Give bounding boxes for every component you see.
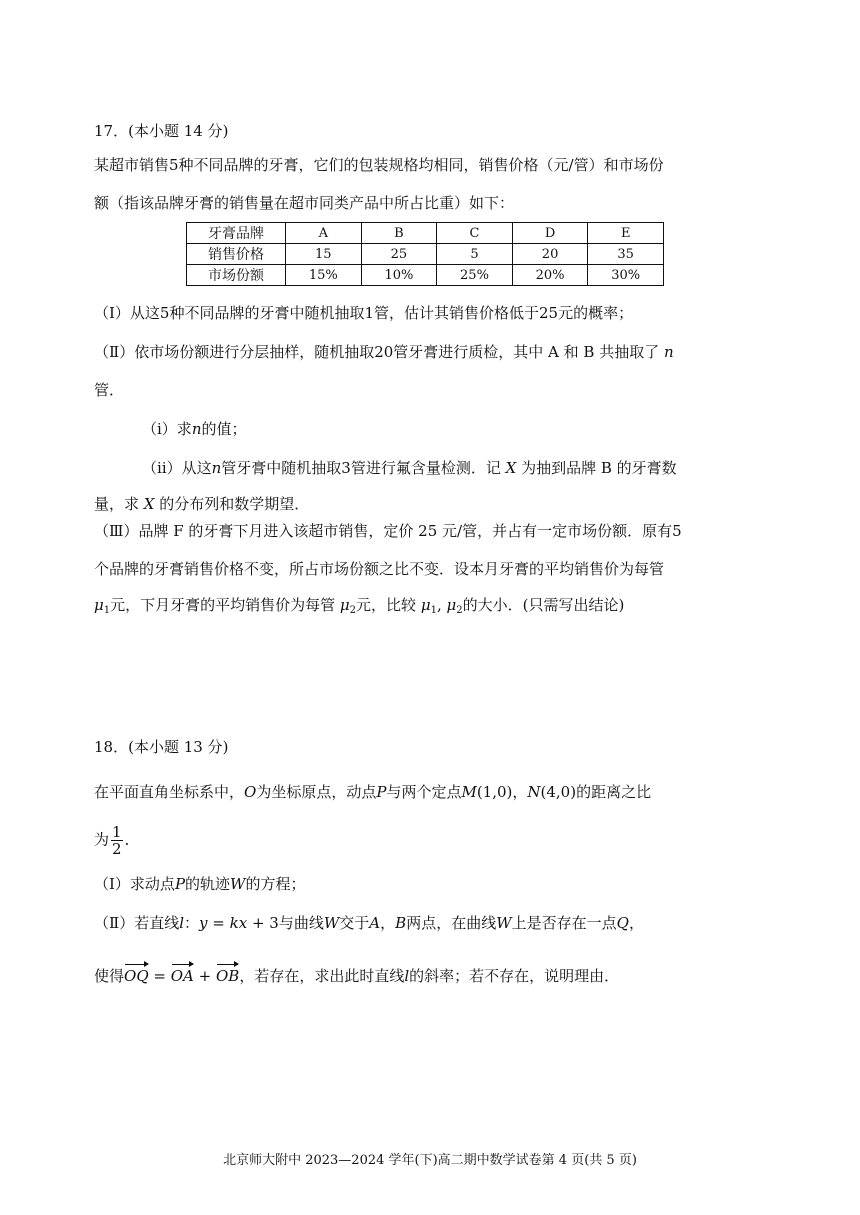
variable-n: n	[211, 459, 222, 477]
comma: ,	[436, 596, 442, 614]
text: 两点，在曲线	[406, 914, 497, 932]
coordinate-n: (4,0)	[540, 783, 577, 801]
text: 上是否存在一点	[511, 914, 617, 932]
line-l: l	[179, 914, 185, 932]
toothpaste-table	[186, 222, 664, 286]
text: 为抽到品牌 B 的牙膏数	[521, 459, 677, 477]
text: 交于	[339, 914, 370, 932]
table-cell: 5	[437, 244, 513, 265]
point-m: M	[461, 783, 477, 801]
eq-equals: =	[148, 967, 171, 985]
text: 的方程；	[245, 875, 306, 893]
fraction-one-half	[111, 824, 123, 857]
point-o: O	[244, 783, 257, 801]
row-label-brand: 牙膏品牌	[187, 223, 286, 244]
text: 的距离之比	[576, 783, 652, 801]
text: 元，下月牙膏的平均销售价为每管	[110, 596, 336, 614]
point-p: P	[174, 875, 186, 893]
question-17-sub-2	[142, 458, 677, 478]
table-cell: 15	[286, 244, 362, 265]
point-q: Q	[616, 914, 629, 932]
separator: ，	[380, 914, 396, 932]
symbol-mu: μ	[339, 596, 350, 614]
coordinate-m: (1,0)	[476, 783, 513, 801]
table-cell: E	[588, 223, 664, 244]
eq-kx: kx	[229, 914, 248, 932]
vector-oq: OQ	[124, 962, 149, 986]
subscript: 1	[103, 605, 111, 616]
text: 元，比较	[356, 596, 417, 614]
question-17-header: 17．(本小题 14 分)	[94, 122, 229, 140]
question-17-sub-2-cont	[94, 494, 309, 514]
table-cell: A	[286, 223, 362, 244]
text: 的分布列和数学期望．	[159, 495, 310, 513]
table-cell: 10%	[361, 265, 437, 286]
text: （ⅰ）求	[142, 420, 192, 438]
question-18-part-2	[94, 913, 644, 933]
table-cell: 25%	[437, 265, 513, 286]
text: ，	[628, 914, 644, 932]
text: （Ⅱ）依市场份额进行分层抽样，随机抽取20管牙膏进行质检，其中 A 和 B 共抽取了	[94, 343, 660, 361]
table-row-price	[187, 244, 664, 265]
question-18-line-1	[94, 782, 651, 802]
text: 在平面直角坐标系中，	[94, 783, 245, 801]
text: （ⅱ）从这	[142, 459, 212, 477]
row-label-price: 销售价格	[187, 244, 286, 265]
table-cell: 35	[588, 244, 664, 265]
question-18-line-2	[94, 824, 140, 857]
table-cell: 20	[512, 244, 588, 265]
point-p: P	[376, 783, 387, 801]
symbol-mu: μ	[420, 596, 431, 614]
question-17-part-1: （Ⅰ）从这5种不同品牌的牙膏中随机抽取1管，估计其销售价格低于25元的概率；	[94, 304, 634, 322]
point-b: B	[395, 914, 407, 932]
text: （Ⅰ）求动点	[94, 875, 175, 893]
question-17-intro-line-2: 额（指该品牌牙膏的销售量在超市同类产品中所占比重）如下：	[94, 194, 515, 212]
table-row-share	[187, 265, 664, 286]
symbol-mu: μ	[94, 596, 104, 614]
table-cell: B	[361, 223, 437, 244]
table-cell: C	[437, 223, 513, 244]
variable-n: n	[664, 343, 674, 361]
text: 量，求	[94, 495, 140, 513]
page-footer: 北京师大附中 2023—2024 学年(下)高二期中数学试卷第 4 页(共 5 页)	[223, 1153, 637, 1168]
vector-oa: OA	[171, 962, 194, 986]
question-17-part-3-line-2: 个品牌的牙膏销售价格不变，所占市场份额之比不变．设本月牙膏的平均销售价为每管	[94, 560, 665, 578]
question-18-part-1	[94, 874, 305, 894]
line-l: l	[404, 967, 410, 985]
curve-w: W	[230, 875, 246, 893]
table-cell: 25	[361, 244, 437, 265]
subscript: 1	[430, 605, 437, 616]
text: 的轨迹	[185, 875, 231, 893]
question-18-part-2-line-2	[94, 962, 619, 986]
colon: ：	[184, 914, 200, 932]
eq-y: y	[199, 914, 208, 932]
table-cell: 30%	[588, 265, 664, 286]
text: 为	[94, 830, 110, 849]
subscript: 2	[456, 605, 463, 616]
text: 与两个定点	[386, 783, 462, 801]
point-n: N	[527, 783, 541, 801]
vector-ob: OB	[216, 962, 239, 986]
question-17-part-3-line-3	[94, 595, 624, 621]
text: 的斜率；若不存在，说明理由．	[409, 967, 620, 985]
table-cell: 15%	[286, 265, 362, 286]
table-row-brand	[187, 223, 664, 244]
text: ．	[124, 830, 140, 849]
variable-n: n	[191, 420, 202, 438]
text: 管牙膏中随机抽取3管进行氟含量检测．记	[221, 459, 501, 477]
question-17-part-2	[94, 342, 674, 362]
text: 的大小．(只需写出结论)	[462, 596, 625, 614]
text: 使得	[94, 967, 125, 985]
question-17-sub-1	[142, 419, 247, 439]
question-18-header: 18．(本小题 13 分)	[94, 738, 229, 756]
eq-constant: + 3	[247, 914, 279, 932]
fraction-numerator: 1	[112, 823, 122, 841]
variable-x: X	[143, 495, 155, 513]
eq-equals: =	[207, 914, 230, 932]
question-17-part-3-line-1: （Ⅲ）品牌 F 的牙膏下月进入该超市销售，定价 25 元/管，并占有一定市场份额．原有5	[94, 522, 682, 540]
subscript: 2	[349, 605, 357, 616]
eq-plus: +	[193, 967, 216, 985]
question-17-intro-line-1: 某超市销售5种不同品牌的牙膏，它们的包装规格均相同，销售价格（元/管）和市场份	[94, 156, 664, 174]
curve-w: W	[323, 914, 340, 932]
point-a: A	[369, 914, 381, 932]
question-17-part-2-end: 管．	[94, 381, 125, 399]
variable-x: X	[505, 459, 517, 477]
table-cell: 20%	[512, 265, 588, 286]
curve-w: W	[496, 914, 512, 932]
text: （Ⅱ）若直线	[94, 914, 180, 932]
text: 为坐标原点，动点	[256, 783, 377, 801]
separator: ，	[512, 783, 528, 801]
row-label-share: 市场份额	[187, 265, 286, 286]
table-cell: D	[512, 223, 588, 244]
text: 的值；	[201, 420, 247, 438]
fraction-denominator: 2	[112, 840, 122, 858]
text: ，若存在，求出此时直线	[239, 967, 405, 985]
symbol-mu: μ	[446, 596, 457, 614]
text: 与曲线	[278, 914, 324, 932]
